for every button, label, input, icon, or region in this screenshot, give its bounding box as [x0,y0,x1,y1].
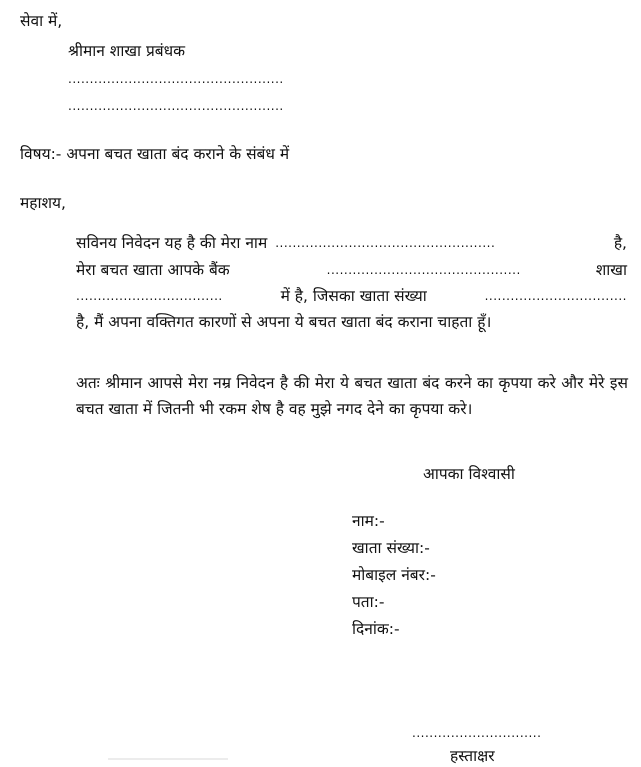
address-blank-line-2: .................................................. [68,99,284,113]
signature-blank-line: .............................. [412,726,542,740]
scan-artifact [108,758,228,760]
body-text-end: शाखा [595,261,627,279]
signature-label: हस्ताक्षर [450,747,495,765]
field-address: पता:- [352,593,385,611]
body-para1-line1 [76,232,627,254]
field-name: नाम:- [352,512,385,530]
greeting: महाशय, [20,194,66,212]
subject-line: विषय:- अपना बचत खाता बंद कराने के संबंध में [20,145,290,163]
closing: आपका विश्वासी [423,465,515,483]
bank-blank: ............................................. [326,263,521,277]
body-para2: अतः श्रीमान आपसे मेरा नम्र निवेदन है की मेरा ये बचत खाता बंद करने का कृपया करे और मेरे इस बचत खाता में जितनी भी रकम शेष है वह मुझे नगद देने का कृपया करे। [76,374,628,418]
name-blank: ................................................... [275,236,496,250]
account-number-blank: ................................. [484,289,627,303]
body-para1-line2 [76,259,627,281]
field-account-number: खाता संख्या:- [352,539,430,557]
body-para1-line3 [76,285,627,307]
branch-blank: .................................. [76,289,223,303]
field-date: दिनांक:- [352,620,400,638]
body-text: मेरा बचत खाता आपके बैंक [76,261,230,279]
salutation-to: सेवा में, [20,12,63,30]
field-mobile-number: मोबाइल नंबर:- [352,566,436,584]
body-para1-line4: है, मैं अपना वक्तिगत कारणों से अपना ये बचत खाता बंद कराना चाहता हूँ। [76,313,492,331]
body-text-end: है, [613,234,627,252]
body-text: में है, जिसका खाता संख्या [280,287,427,305]
recipient-title: श्रीमान शाखा प्रबंधक [68,42,186,60]
address-blank-line-1: .................................................. [68,72,284,86]
body-text: सविनय निवेदन यह है की मेरा नाम [76,234,268,252]
